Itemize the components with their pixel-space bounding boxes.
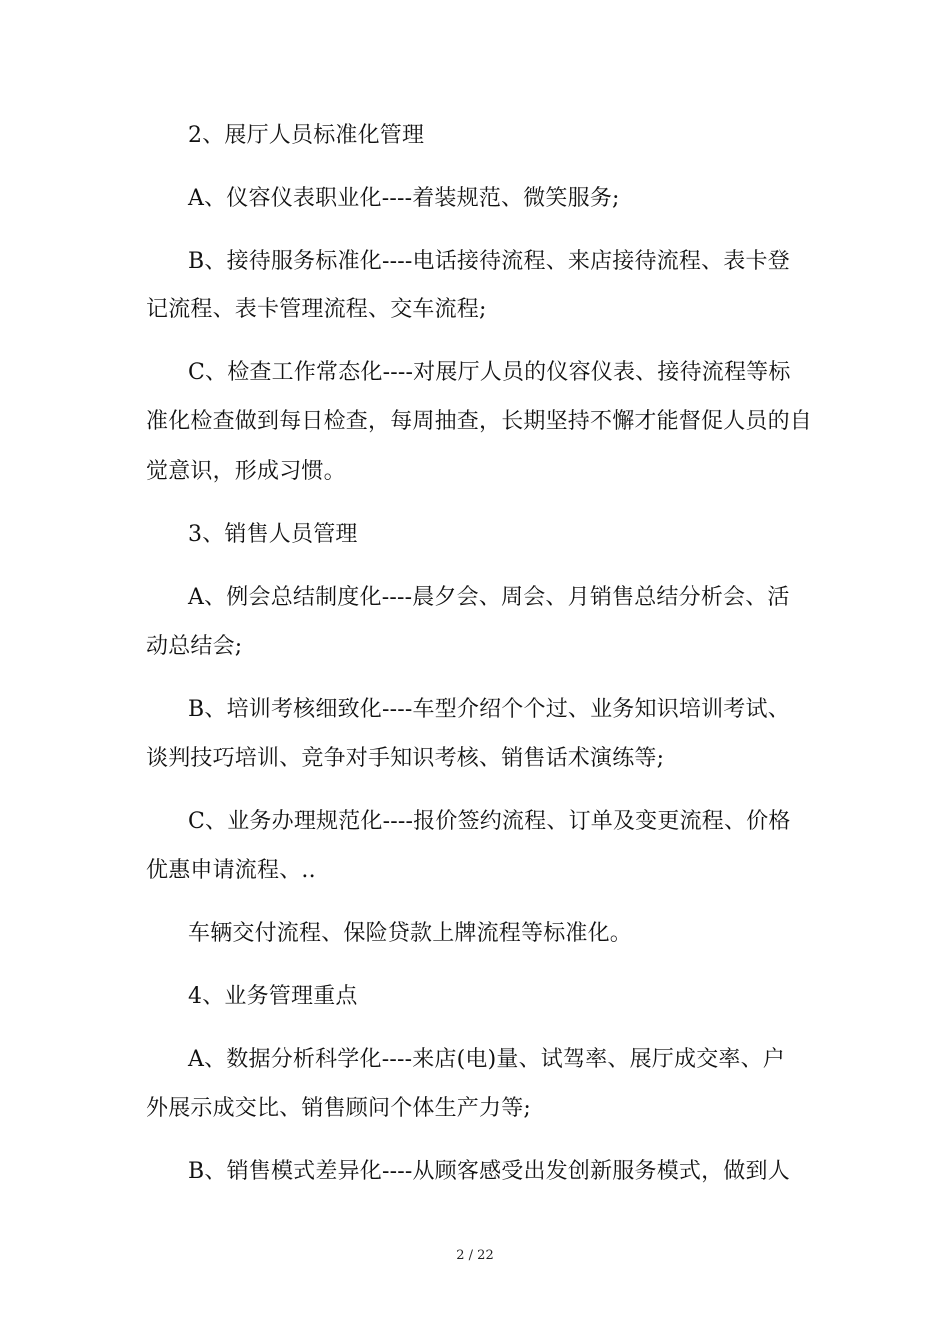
paragraph-line: 准化检查做到每日检查，每周抽查，长期坚持不懈才能督促人员的自: [146, 409, 813, 434]
paragraph-line: B、培训考核细致化----车型介绍个个过、业务知识培训考试、: [188, 697, 790, 722]
paragraph-line: 外展示成交比、销售顾问个体生产力等;: [146, 1096, 532, 1121]
paragraph-line: C、检查工作常态化----对展厅人员的仪容仪表、接待流程等标: [188, 360, 791, 385]
paragraph-line: 优惠申请流程、..: [146, 858, 316, 883]
paragraph-line: 动总结会;: [146, 634, 243, 659]
paragraph-line: A、例会总结制度化----晨夕会、周会、月销售总结分析会、活: [188, 585, 790, 610]
heading-sales-staff: 3、销售人员管理: [188, 522, 358, 547]
paragraph-line: 觉意识，形成习惯。: [146, 459, 346, 484]
paragraph-line: C、业务办理规范化----报价签约流程、订单及变更流程、价格: [188, 809, 791, 834]
heading-business-focus: 4、业务管理重点: [188, 984, 358, 1009]
paragraph-line: 谈判技巧培训、竞争对手知识考核、销售话术演练等;: [146, 746, 665, 771]
page-number: 2 / 22: [456, 1248, 494, 1263]
paragraph-line: A、仪容仪表职业化----着装规范、微笑服务;: [188, 186, 620, 211]
paragraph-line: 记流程、表卡管理流程、交车流程;: [146, 297, 487, 322]
paragraph-line: 车辆交付流程、保险贷款上牌流程等标准化。: [188, 921, 633, 946]
paragraph-line: A、数据分析科学化----来店(电)量、试驾率、展厅成交率、户: [188, 1047, 785, 1072]
paragraph-line: B、销售模式差异化----从顾客感受出发创新服务模式，做到人: [188, 1159, 790, 1184]
paragraph-line: B、接待服务标准化----电话接待流程、来店接待流程、表卡登: [188, 249, 790, 274]
heading-showroom-staff: 2、展厅人员标准化管理: [188, 123, 425, 148]
